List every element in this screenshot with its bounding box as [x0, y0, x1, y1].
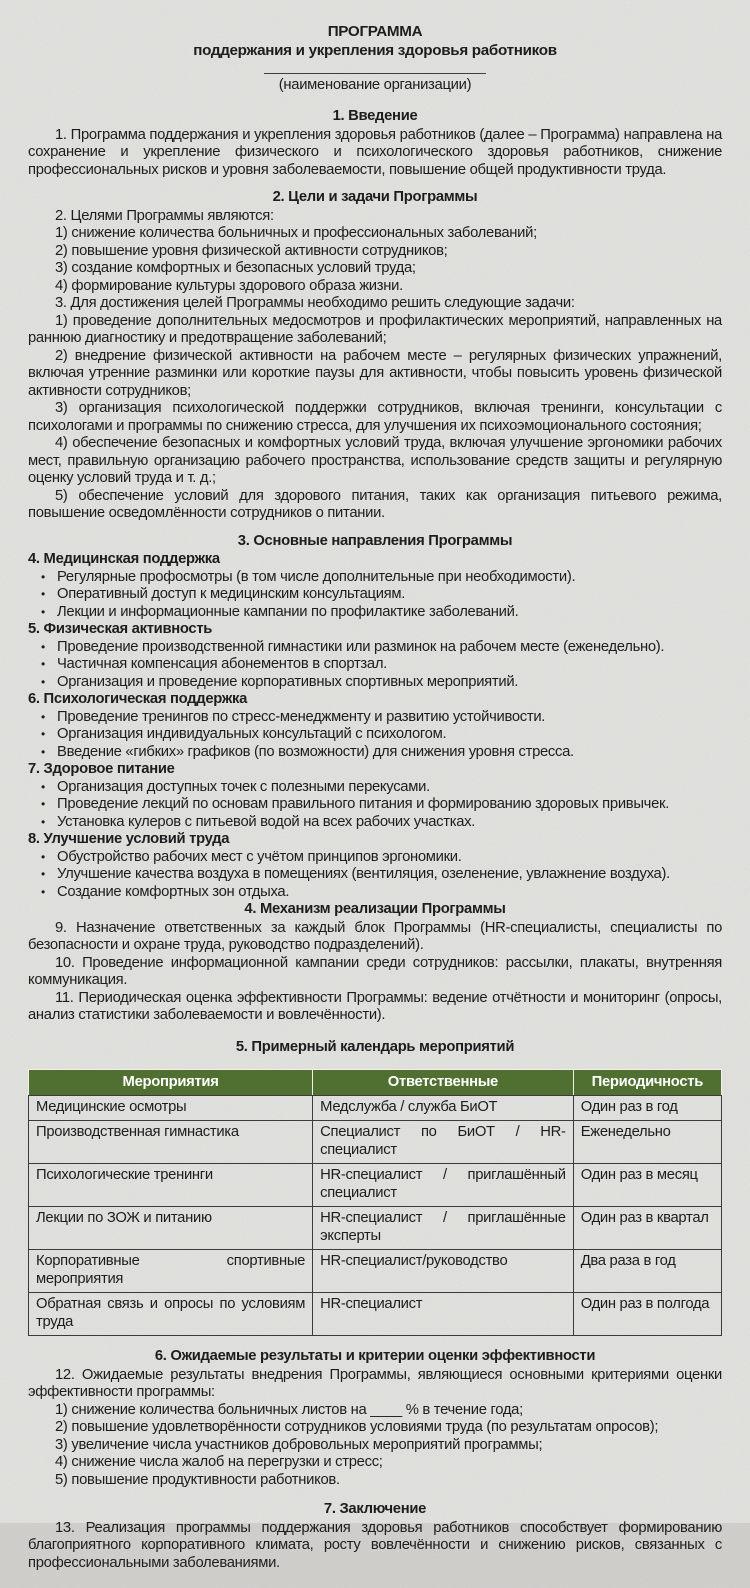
table-row [29, 1121, 722, 1164]
direction-bullet-list [28, 849, 722, 902]
bullet-item: • Регулярные профосмотры (в том числе дополнительные при необходимости). [37, 569, 722, 587]
table-cell: Обратная связь и опросы по условиям труда [29, 1293, 313, 1336]
bullet-item: • Частичная компенсация абонементов в спортзал. [37, 656, 722, 674]
section-heading-conclusion: 7. Заключение [323, 1501, 427, 1517]
table-cell: HR-специалист/руководство [313, 1250, 574, 1293]
direction-group-heading: 5. Физическая активность [28, 621, 213, 637]
direction-bullet-list [28, 709, 722, 762]
table-cell: Медицинские осмотры [29, 1096, 313, 1121]
section-heading-calendar: 5. Примерный календарь мероприятий [235, 1038, 515, 1055]
section-heading-introduction: 1. Введение [332, 108, 418, 124]
table-cell: Лекции по ЗОЖ и питанию [29, 1207, 313, 1250]
task-item: 3) организация психологической поддержки сотрудников, включая тренинги, консультации с психологами и программы по снижению стресса, для улучшения их психоэмоционального состояния; [28, 400, 722, 434]
direction-group-heading: 7. Здоровое питание [28, 761, 175, 777]
document-title-line2: поддержания и укрепления здоровья работников [193, 42, 557, 59]
bullet-item: • Введение «гибких» графиков (по возможности) для снижения уровня стресса. [37, 744, 722, 762]
bullet-item: • Проведение производственной гимнастики или разминок на рабочем месте (еженедельно). [37, 639, 722, 657]
direction-group-heading: 6. Психологическая поддержка [28, 691, 248, 707]
table-row [29, 1250, 722, 1293]
task-item: 5) обеспечение условий для здорового питания, таких как организация питьевого режима, повышение осведомлённости сотрудников о питании. [28, 487, 722, 521]
bullet-item: • Проведение лекций по основам правильного питания и формированию здоровых привычек. [37, 796, 722, 814]
direction-bullet-list [28, 639, 722, 692]
direction-group-conditions [28, 831, 722, 901]
result-item: 5) повышение продуктивности работников. [55, 1471, 340, 1488]
table-row [29, 1096, 722, 1121]
bullet-item: • Проведение тренингов по стресс-менеджменту и развитию устойчивости. [37, 709, 722, 727]
task-item: 1) проведение дополнительных медосмотров и профилактических мероприятий, направленных на раннюю диагностику и предотвращение заболеваний; [28, 312, 722, 346]
table-row [29, 1293, 722, 1336]
table-header-cell: Ответственные [313, 1070, 574, 1096]
result-item: 3) увеличение числа участников добровольных мероприятий программы; [55, 1436, 543, 1453]
direction-group-heading: 4. Медицинская поддержка [28, 551, 220, 567]
goal-item: 3) создание комфортных и безопасных условий труда; [55, 260, 416, 276]
table-cell: HR-специалист [313, 1293, 574, 1336]
table-cell: Один раз в год [573, 1096, 721, 1121]
result-item: 1) снижение количества больничных листов на ____ % в течение года; [55, 1401, 523, 1418]
direction-group-heading: 8. Улучшение условий труда [28, 831, 230, 847]
table-header-cell: Мероприятия [29, 1070, 313, 1096]
table-row [29, 1164, 722, 1207]
goals-intro: 2. Целями Программы являются: [55, 207, 274, 224]
bullet-item: • Организация доступных точек с полезными перекусами. [37, 779, 722, 797]
goal-item: 2) повышение уровня физической активности сотрудников; [55, 242, 448, 259]
table-cell: HR-специалист / приглашённый специалист [313, 1164, 574, 1207]
direction-group-medical [28, 551, 722, 621]
section-heading-mechanism: 4. Механизм реализации Программы [244, 901, 506, 917]
table-cell: Еженедельно [573, 1121, 721, 1164]
mechanism-paragraph: 11. Периодическая оценка эффективности Программы: ведение отчётности и мониторинг (опросы, анализ статистики заболеваемости и вовлечённости). [28, 989, 722, 1023]
section-heading-results: 6. Ожидаемые результаты и критерии оценки эффективности [154, 1348, 596, 1364]
mechanism-paragraph: 10. Проведение информационной кампании среди сотрудников: рассылки, плакаты, внутренняя коммуникация. [28, 954, 722, 988]
table-cell: Два раза в год [573, 1250, 721, 1293]
table-cell: Корпоративные спортивные мероприятия [29, 1250, 313, 1293]
goal-item: 1) снижение количества больничных и профессиональных заболеваний; [55, 225, 537, 241]
direction-bullet-list [28, 569, 722, 622]
org-name-underline [264, 73, 486, 74]
task-item: 2) внедрение физической активности на рабочем месте – регулярных физических упражнений, включая утренние разминки или короткие паузы для активности, чтобы повысить уровень физической активности сотрудников; [28, 347, 722, 399]
table-cell: Один раз в квартал [573, 1207, 721, 1250]
table-header-cell: Периодичность [573, 1070, 721, 1096]
events-table [28, 1069, 722, 1336]
document-title-line1: ПРОГРАММА [327, 23, 423, 40]
section-heading-goals: 2. Цели и задачи Программы [272, 189, 478, 205]
table-cell: Специалист по БиОТ / HR-специалист [313, 1121, 574, 1164]
document-title [28, 22, 722, 60]
table-cell: Производственная гимнастика [29, 1121, 313, 1164]
table-cell: HR-специалист / приглашённые эксперты [313, 1207, 574, 1250]
direction-group-psychological [28, 691, 722, 761]
table-cell: Психологические тренинги [29, 1164, 313, 1207]
section-heading-directions: 3. Основные направления Программы [237, 532, 513, 549]
tasks-intro: 3. Для достижения целей Программы необходимо решить следующие задачи: [55, 295, 575, 311]
bullet-item: • Лекции и информационные кампании по профилактике заболеваний. [37, 604, 722, 622]
results-intro: 12. Ожидаемые результаты внедрения Программы, являющиеся основными критериями оценки эффективности программы: [28, 1366, 722, 1400]
introduction-paragraph: 1. Программа поддержания и укрепления здоровья работников (далее – Программа) направлена на сохранение и укрепление физического и психологического здоровья работников, снижение профессиональных рисков и уровня заболеваемости, повышение общей продуктивности труда. [28, 126, 722, 178]
table-cell: Один раз в месяц [573, 1164, 721, 1207]
result-item: 2) повышение удовлетворённости сотрудников условиями труда (по результатам опросов); [55, 1419, 659, 1435]
goal-item: 4) формирование культуры здорового образа жизни. [55, 277, 403, 294]
bullet-item: • Организация индивидуальных консультаций с психологом. [37, 726, 722, 744]
org-name-caption: (наименование организации) [278, 77, 472, 93]
bullet-item: • Организация и проведение корпоративных спортивных мероприятий. [37, 674, 722, 692]
bullet-item: • Обустройство рабочих мест с учётом принципов эргономики. [37, 849, 722, 867]
direction-group-nutrition [28, 761, 722, 831]
task-item: 4) обеспечение безопасных и комфортных условий труда, включая улучшение эргономики рабочих мест, правильную организацию рабочего пространства, использование средств защиты и регулярную оценку условий труда и т. д.; [28, 435, 722, 486]
table-cell: Один раз в полгода [573, 1293, 721, 1336]
bullet-item: • Оперативный доступ к медицинским консультациям. [37, 586, 722, 604]
bullet-item: • Установка кулеров с питьевой водой на всех рабочих участках. [37, 814, 722, 832]
table-header-row [29, 1070, 722, 1096]
direction-group-physical [28, 621, 722, 691]
result-item: 4) снижение числа жалоб на перегрузки и стресс; [55, 1454, 383, 1470]
direction-bullet-list [28, 779, 722, 832]
bullet-item: • Создание комфортных зон отдыха. [37, 884, 722, 902]
conclusion-paragraph: 13. Реализация программы поддержания здоровья работников способствует формированию благоприятного корпоративного климата, росту вовлечённости и снижению рисков, связанных с профессиональными заболеваниями. [28, 1519, 722, 1571]
table-cell: Медслужба / служба БиОТ [313, 1096, 574, 1121]
table-row [29, 1207, 722, 1250]
bullet-item: • Улучшение качества воздуха в помещениях (вентиляция, озеленение, увлажнение воздуха). [37, 866, 722, 884]
mechanism-paragraph: 9. Назначение ответственных за каждый блок Программы (HR-специалисты, специалисты по безопасности и охране труда, руководство подразделений). [28, 919, 722, 953]
